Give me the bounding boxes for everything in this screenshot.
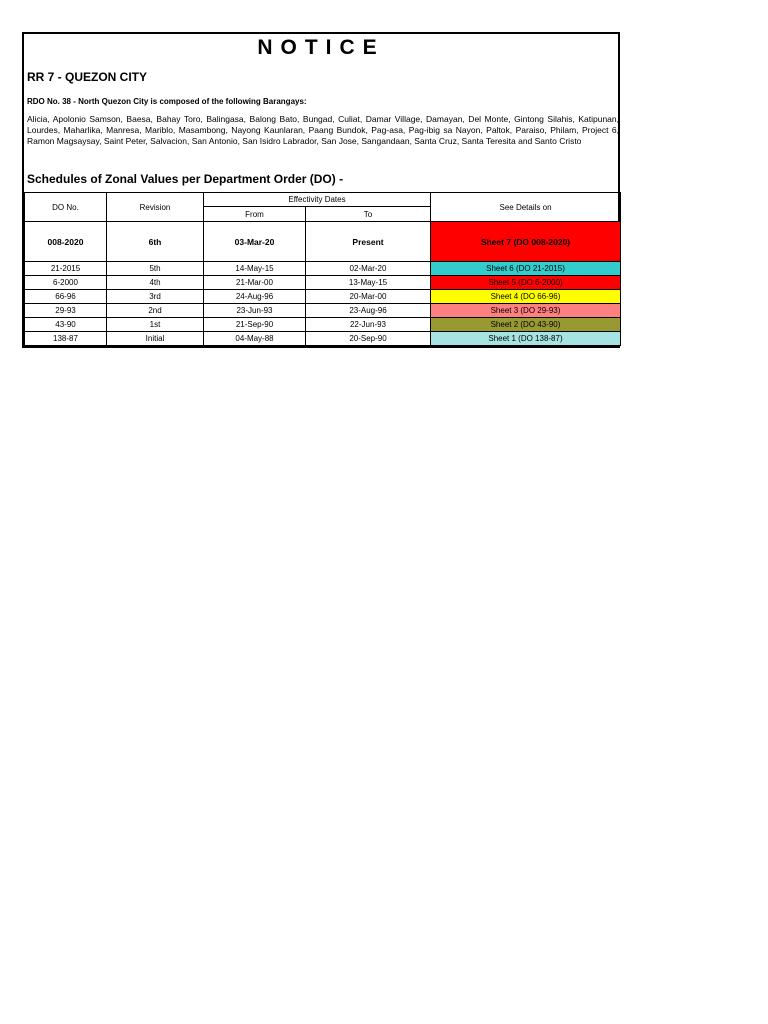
barangay-list: Alicia, Apolonio Samson, Baesa, Bahay Toro, Balingasa, Balong Bato, Bungad, Culiat, Damar Village, Damayan, Del Monte, Gintong Silahis, Katipunan, Lourdes, Maharlika, Manresa, Mariblo, Masambong, Nayong Kaunlaran, Paang Bundok, Pag-asa, Pag-ibig sa Nayon, Paltok, Paraiso, Philam, Project 6, Ramon Magsaysay, Saint Peter, Salvacion, San Antonio, San Isidro Labrador, San Jose, Sangandaan, Santa Cruz, Santa Teresita and Santo Cristo bbox=[27, 114, 619, 146]
cell-to: Present bbox=[306, 222, 431, 262]
sheet-link-2[interactable]: Sheet 2 (DO 43-90) bbox=[431, 318, 621, 332]
table-row bbox=[25, 290, 621, 304]
header-do-no: DO No. bbox=[25, 193, 107, 222]
cell-from: 03-Mar-20 bbox=[204, 222, 306, 262]
cell-revision: 1st bbox=[107, 318, 204, 332]
sheet-link-7[interactable]: Sheet 7 (DO 008-2020) bbox=[431, 222, 621, 262]
cell-to: 20-Mar-00 bbox=[306, 290, 431, 304]
cell-do-no: 21-2015 bbox=[25, 262, 107, 276]
cell-do-no: 43-90 bbox=[25, 318, 107, 332]
cell-to: 20-Sep-90 bbox=[306, 332, 431, 346]
sheet-link-3[interactable]: Sheet 3 (DO 29-93) bbox=[431, 304, 621, 318]
cell-do-no: 29-93 bbox=[25, 304, 107, 318]
table-row bbox=[25, 276, 621, 290]
sheet-link-5[interactable]: Sheet 5 (DO 6-2000) bbox=[431, 276, 621, 290]
header-effectivity-dates: Effectivity Dates bbox=[204, 193, 431, 207]
cell-from: 21-Mar-00 bbox=[204, 276, 306, 290]
sheet-link-4[interactable]: Sheet 4 (DO 66-96) bbox=[431, 290, 621, 304]
cell-from: 24-Aug-96 bbox=[204, 290, 306, 304]
sheet-link-6[interactable]: Sheet 6 (DO 21-2015) bbox=[431, 262, 621, 276]
cell-revision: 4th bbox=[107, 276, 204, 290]
table-row bbox=[25, 262, 621, 276]
table-row-current bbox=[25, 222, 621, 262]
cell-to: 22-Jun-93 bbox=[306, 318, 431, 332]
header-to: To bbox=[306, 207, 431, 222]
cell-from: 21-Sep-90 bbox=[204, 318, 306, 332]
cell-do-no: 66-96 bbox=[25, 290, 107, 304]
rdo-description: RDO No. 38 - North Quezon City is composed of the following Barangays: bbox=[27, 97, 307, 106]
cell-from: 14-May-15 bbox=[204, 262, 306, 276]
cell-to: 23-Aug-96 bbox=[306, 304, 431, 318]
header-revision: Revision bbox=[107, 193, 204, 222]
cell-revision: 6th bbox=[107, 222, 204, 262]
cell-do-no: 138-87 bbox=[25, 332, 107, 346]
zonal-values-table bbox=[24, 192, 621, 346]
notice-frame bbox=[22, 32, 620, 348]
cell-do-no: 008-2020 bbox=[25, 222, 107, 262]
cell-revision: Initial bbox=[107, 332, 204, 346]
notice-title: NOTICE bbox=[257, 36, 385, 59]
header-see-details: See Details on bbox=[431, 193, 621, 222]
table-row bbox=[25, 332, 621, 346]
sheet-link-1[interactable]: Sheet 1 (DO 138-87) bbox=[431, 332, 621, 346]
table-row bbox=[25, 318, 621, 332]
cell-to: 13-May-15 bbox=[306, 276, 431, 290]
table-row bbox=[25, 304, 621, 318]
cell-do-no: 6-2000 bbox=[25, 276, 107, 290]
cell-revision: 3rd bbox=[107, 290, 204, 304]
header-from: From bbox=[204, 207, 306, 222]
region-heading: RR 7 - QUEZON CITY bbox=[27, 70, 148, 84]
cell-to: 02-Mar-20 bbox=[306, 262, 431, 276]
cell-revision: 2nd bbox=[107, 304, 204, 318]
cell-from: 23-Jun-93 bbox=[204, 304, 306, 318]
cell-revision: 5th bbox=[107, 262, 204, 276]
schedules-heading: Schedules of Zonal Values per Department Order (DO) - bbox=[27, 172, 344, 186]
cell-from: 04-May-88 bbox=[204, 332, 306, 346]
